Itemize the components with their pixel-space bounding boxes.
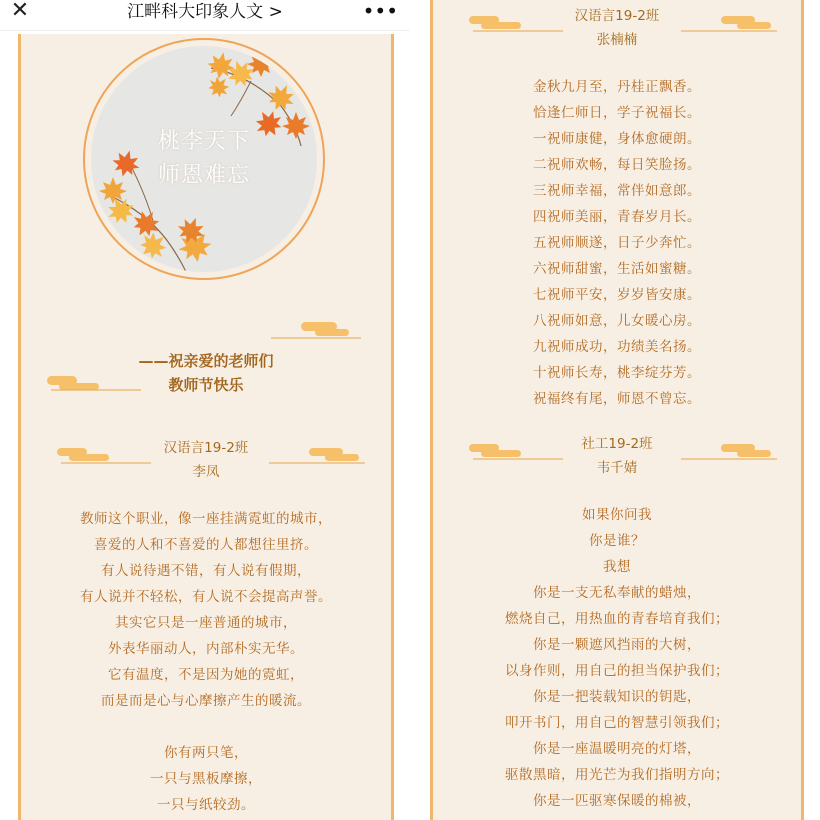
poem2-line: 五祝师顺遂，日子少奔忙。	[533, 235, 701, 251]
more-dots-icon[interactable]: •••	[362, 0, 398, 23]
poem2-line: 六祝师甜蜜，生活如蜜糖。	[533, 261, 701, 277]
hero-title-line2: 师恩难忘	[157, 163, 250, 188]
poem1-line: 它有温度，不是因为她的霓虹，	[108, 667, 304, 683]
poem1-line: 教师这个职业，像一座挂满霓虹的城市，	[80, 511, 332, 527]
poem1-line: 你有两只笔，	[164, 745, 248, 761]
poem1-author: 李凤	[192, 464, 220, 480]
poem1-class: 汉语言19-2班	[163, 440, 249, 456]
poem3-line: 你是一颗遮风挡雨的大树，	[533, 637, 701, 653]
poem2-author: 张楠楠	[596, 32, 638, 48]
decorative-cloud-icon	[41, 372, 141, 398]
poem3-line: 你是谁？	[589, 533, 645, 549]
poem3-line: 叩开书门，用自己的智慧引领我们；	[505, 715, 729, 731]
poem1-line: 而是而是心与心摩擦产生的暖流。	[101, 693, 311, 709]
poem3-line: 驱散黑暗，用光芒为我们指明方向；	[505, 767, 729, 783]
poem3-line: 你是一把装载知识的钥匙，	[533, 689, 701, 705]
poem2-line: 九祝师成功，功绩美名扬。	[533, 339, 701, 355]
poem3-class: 社工19-2班	[581, 436, 653, 452]
top-navigation-bar	[0, 0, 410, 31]
poem2-line: 金秋九月至，丹桂正飘香。	[533, 79, 701, 95]
article-paper	[430, 0, 804, 820]
poem1-line: 有人说并不轻松，有人说不会提高声誉。	[80, 589, 332, 605]
poem2-line: 三祝师幸福，常伴如意郎。	[533, 183, 701, 199]
poem3-line: 你是一座温暖明亮的灯塔，	[533, 741, 701, 757]
dedication-line1: ——祝亲爱的老师们	[138, 352, 274, 370]
poem1-line: 喜爱的人和不喜爱的人都想往里挤。	[94, 537, 318, 553]
poem2-class: 汉语言19-2班	[574, 8, 660, 24]
poem1-line: 一只与黑板摩擦，	[150, 771, 262, 787]
hero-circle-frame	[83, 38, 325, 280]
poem2-line: 四祝师美丽，青春岁月长。	[533, 209, 701, 225]
poem3-line: 如果你问我	[582, 507, 652, 523]
decorative-cloud-icon	[271, 320, 361, 346]
poem3-line: 你是一匹驱寒保暖的棉被，	[533, 793, 701, 809]
poem3-line: 以身作则，用自己的担当保护我们；	[505, 663, 729, 679]
hero-image	[91, 46, 317, 272]
article-source-title[interactable]: 江畔科大印象人文 >	[127, 2, 283, 22]
poem1-line: 有人说待遇不错，有人说有假期，	[101, 563, 311, 579]
poem1-line: 一只与纸较劲。	[157, 797, 255, 813]
poem2-line: 一祝师康健，身体愈硬朗。	[533, 131, 701, 147]
poem2-line: 二祝师欢畅，每日笑脸扬。	[533, 157, 701, 173]
close-icon[interactable]: ✕	[10, 0, 30, 23]
right-screenshot	[410, 0, 820, 820]
poem1-line: 其实它只是一座普通的城市，	[115, 615, 297, 631]
poem3-author: 韦千婧	[596, 460, 638, 476]
article-paper	[18, 34, 394, 820]
hero-title-line1: 桃李天下	[157, 129, 250, 154]
poem3-line: 你是一支无私奉献的蜡烛，	[533, 585, 701, 601]
poem2-line: 七祝师平安，岁岁皆安康。	[533, 287, 701, 303]
poem3-line: 燃烧自己，用热血的青春培育我们；	[505, 611, 729, 627]
poem2-line: 恰逢仁师日，学子祝福长。	[533, 105, 701, 121]
dedication-line2: 教师节快乐	[168, 376, 244, 394]
poem2-line: 祝福终有尾，师恩不曾忘。	[533, 391, 701, 407]
poem3-line: 我想	[603, 559, 631, 575]
poem2-line: 八祝师如意，儿女暖心房。	[533, 313, 701, 329]
poem2-line: 十祝师长寿，桃李绽芬芳。	[533, 365, 701, 381]
poem1-line: 外表华丽动人，内部朴实无华。	[108, 641, 304, 657]
